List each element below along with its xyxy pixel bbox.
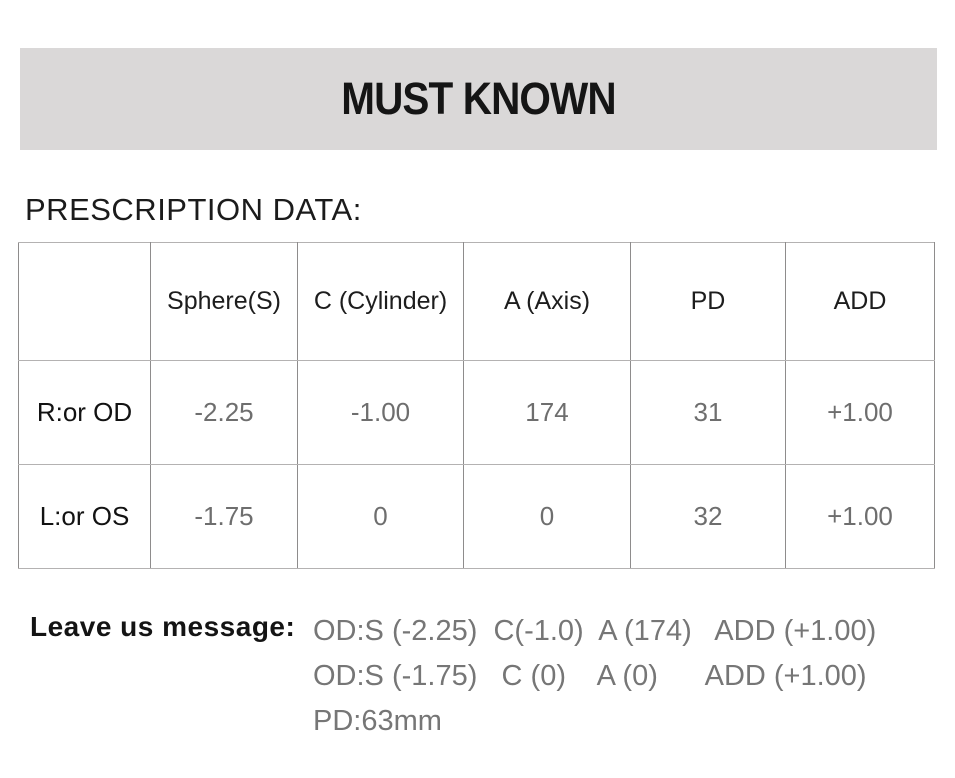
- table-header-row: [19, 243, 935, 361]
- message-line-os: OD:S (-1.75) C (0) A (0) ADD (+1.00): [313, 660, 867, 692]
- section-title: PRESCRIPTION DATA:: [25, 192, 362, 227]
- prescription-table: [18, 242, 935, 569]
- cell-os-sphere: -1.75: [151, 465, 298, 569]
- cell-os-cylinder: 0: [298, 465, 464, 569]
- banner-title: MUST KNOWN: [341, 73, 616, 124]
- header-cell-sphere: Sphere(S): [151, 243, 298, 361]
- cell-od-add: +1.00: [786, 361, 935, 465]
- row-label-os: L:or OS: [19, 465, 151, 569]
- cell-os-axis: 0: [464, 465, 631, 569]
- cell-od-pd: 31: [631, 361, 786, 465]
- header-cell-empty: [19, 243, 151, 361]
- cell-os-add: +1.00: [786, 465, 935, 569]
- header-cell-add: ADD: [786, 243, 935, 361]
- header-cell-axis: A (Axis): [464, 243, 631, 361]
- row-label-od: R:or OD: [19, 361, 151, 465]
- cell-od-cylinder: -1.00: [298, 361, 464, 465]
- banner: [20, 48, 937, 150]
- header-cell-cylinder: C (Cylinder): [298, 243, 464, 361]
- message-example-block: [313, 609, 876, 744]
- table-row-right-eye: [19, 361, 935, 465]
- cell-od-sphere: -2.25: [151, 361, 298, 465]
- cell-od-axis: 174: [464, 361, 631, 465]
- cell-os-pd: 32: [631, 465, 786, 569]
- table-row-left-eye: [19, 465, 935, 569]
- header-cell-pd: PD: [631, 243, 786, 361]
- message-line-od: OD:S (-2.25) C(-1.0) A (174) ADD (+1.00): [313, 615, 877, 647]
- message-line-pd: PD:63mm: [313, 705, 442, 737]
- message-label: Leave us message:: [30, 611, 296, 642]
